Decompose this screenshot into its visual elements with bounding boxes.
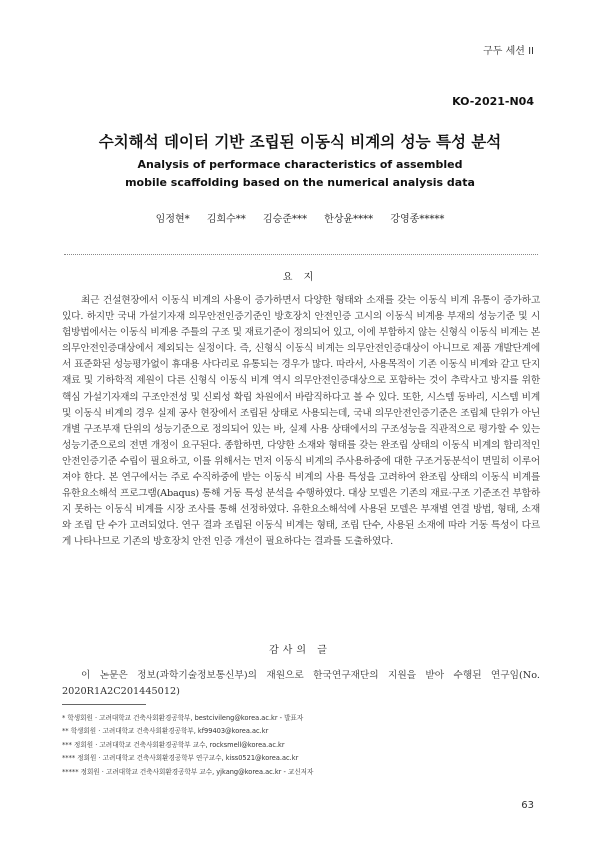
- english-title-line-2: mobile scaffolding based on the numerical analysis data: [125, 176, 475, 189]
- abstract-text: 최근 건설현장에서 이동식 비계의 사용이 증가하면서 다양한 형태와 소재를 갖는 이동식 비계 유통이 증가하고 있다. 하지만 국내 가설기자재 의무안전인증기준인 방호장치 안전인증 고시의 이동식 비계용 부재의 성능기준 및 시험방법에서는 이동식 비계용 주틀의 구조 및 재료기준이 정의되어 있고, 이에 부합하지 않는 신형식 이동식 비계는 본 의무안전인증대상에서 제외되는 실정이다. 즉, 신형식 이동식 비계는 의무안전인증대상이 아니므로 제품 개발단계에서 표준화된 성능평가없이 휴대용 사다리로 유통되는 경우가 많다. 따라서, 사용목적이 기존 이동식 비계와 같고 단지 재료 및 기하학적 제원이 다른 신형식 이동식 비계 역시 의무안전인증대상으로 포함하는 것이 추락사고 방지를 위한 핵심 가설기자재의 구조안전성 및 신뢰성 확립 차원에서 바람직하다고 볼 수 있다. 또한, 시스템 동바리, 시스템 비계 및 이동식 비계의 경우 실제 공사 현장에서 조립된 상태로 사용되는데, 국내 의무안전인증기준은 조립체 단위가 아닌 개별 구조부재 단위의 성능기준으로 정의되어 있는 바, 실제 사용 상태에서의 구조성능을 직관적으로 평가할 수 있는 성능기준으로의 전면 개정이 요구된다. 종합하면, 다양한 소재와 형태를 갖는 완조립 상태의 이동식 비계의 합리적인 안전인증기준 수립이 필요하고, 이를 위해서는 먼저 이동식 비계의 주사용하중에 대한 구조거동분석이 면밀히 이루어져야 한다. 본 연구에서는 주로 수직하중에 받는 이동식 비계의 사용 특성을 고려하여 완조립 상태의 이동식 비계를 유한요소해석 프로그램(Abaqus) 통해 거동 특성 분석을 수행하였다. 대상 모델은 기존의 재료·구조 기준조건 부합하지 못하는 이동식 비계를 시장 조사를 통해 선정하였다. 유한요소해석에 사용된 모델은 부재별 연결 방법, 형태, 소재와 조립 단 수가 고려되었다. 연구 결과 조립된 이동식 비계는 형태, 조립 단수, 사용된 소재에 따라 거동 특성이 다르게 나타나므로 기존의 방호장치 안전 인증 개선이 필요하다는 결과를 도출하였다.: [62, 295, 540, 548]
- english-title: [0, 156, 600, 192]
- session-label: 구두 세션 II: [483, 46, 534, 57]
- page-number: 63: [521, 800, 534, 811]
- acknowledgment-heading: 감사의 글: [269, 645, 331, 656]
- footnote-divider: [62, 704, 146, 705]
- footnote-item: ***** 정회원 · 고려대학교 건축사회환경공학부 교수, yjkang@korea.ac.kr - 교신저자: [62, 767, 314, 776]
- author-3: 김승준***: [263, 214, 307, 225]
- acknowledgment-text: 이 논문은 정보(과학기술정보통신부)의 재원으로 한국연구재단의 지원을 받아 수행된 연구임(No. 2020R1A2C201445012): [62, 670, 540, 697]
- author-2: 김희수**: [206, 214, 246, 225]
- footnote-item: **** 정회원 · 고려대학교 건축사회환경공학부 연구교수, kiss0521@korea.ac.kr: [62, 754, 299, 763]
- author-list: [0, 210, 600, 225]
- author-1: 임정현*: [155, 214, 190, 225]
- author-5: 강영종*****: [390, 214, 445, 225]
- page-title: 수치해석 데이터 기반 조립된 이동식 비계의 성능 특성 분석: [98, 133, 502, 151]
- footnote-item: * 학생회원 · 고려대학교 건축사회환경공학부, bestcivileng@korea.ac.kr - 발표자: [62, 714, 304, 722]
- paper-code: KO-2021-N04: [452, 95, 534, 108]
- english-title-line-1: Analysis of performace characteristics of assembled: [137, 158, 463, 171]
- section-divider: [64, 254, 538, 255]
- footnote-item: ** 학생회원 · 고려대학교 건축사회환경공학부, kf99403@korea.ac.kr: [62, 727, 269, 736]
- author-4: 한상윤****: [324, 214, 374, 225]
- abstract-heading: 요 지: [282, 272, 318, 283]
- footnote-list: [62, 712, 540, 779]
- footnote-item: *** 정회원 · 고려대학교 건축사회환경공학부 교수, rocksmell@korea.ac.kr: [62, 740, 285, 749]
